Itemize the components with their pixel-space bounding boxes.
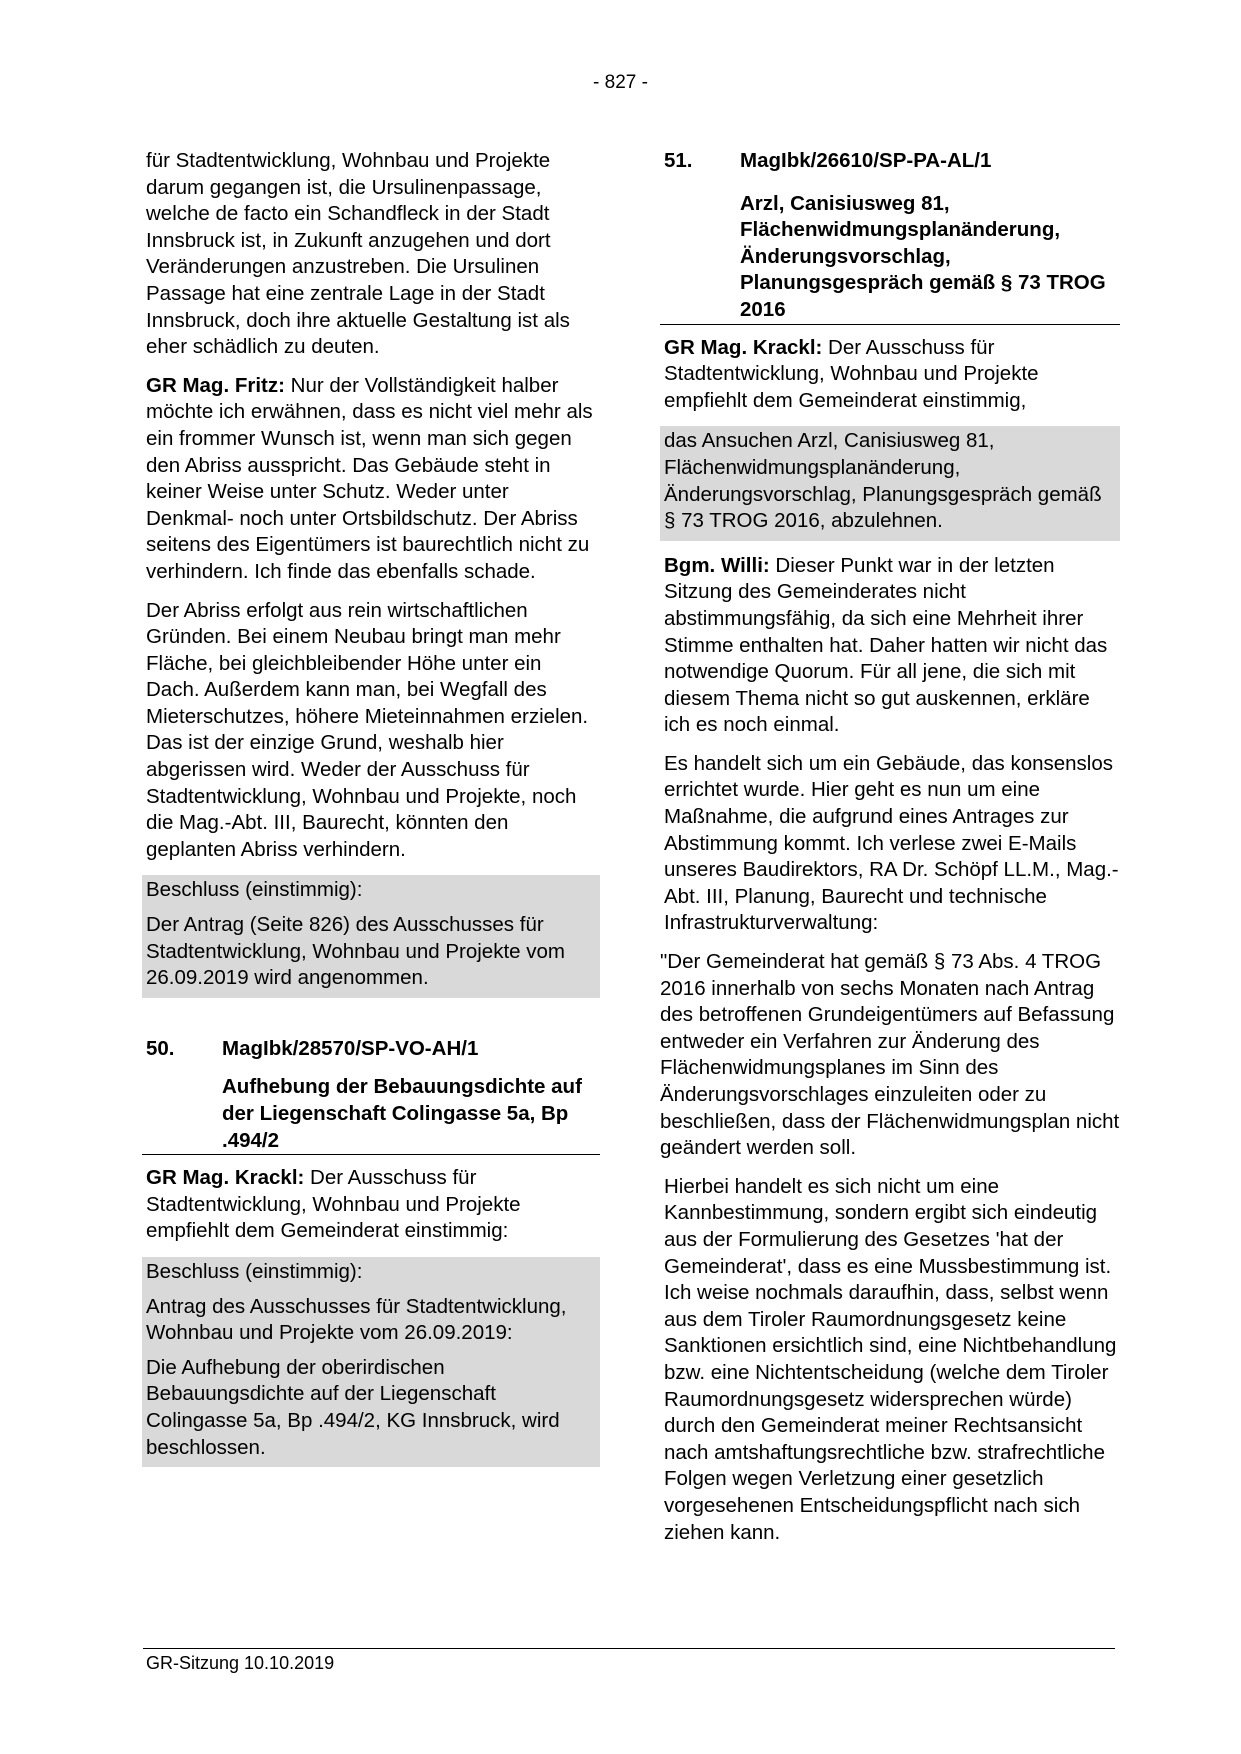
motion-text: das Ansuchen Arzl, Canisiusweg 81, Flächenwidmungsplanänderung, Änderungsvorschlag, Planungsgespräch gemäß § 73 TROG 2016, abzulehnen.	[664, 429, 1102, 533]
resolution-text: Antrag des Ausschusses für Stadtentwicklung, Wohnbau und Projekte vom 26.09.2019:	[146, 1294, 567, 1345]
speaker-name: Bgm. Willi:	[664, 553, 770, 577]
quote-paragraph: "Der Gemeinderat hat gemäß § 73 Abs. 4 TROG 2016 innerhalb von sechs Monaten nach Antrag des betroffenen Grundeigentümers auf Befassung entweder ein Verfahren zur Änderung des Flächenwidmungsplanes im Sinn des Änderungsvorschlages einzuleiten oder zu beschließen, dass der Flächenwidmungsplan nicht geändert werden soll.	[660, 950, 1120, 1160]
motion-box	[660, 426, 1120, 540]
resolution-box	[142, 1257, 600, 1467]
page-number: - 827 -	[593, 72, 648, 93]
resolution-text: Der Antrag (Seite 826) des Ausschusses für Stadtentwicklung, Wohnbau und Projekte vom 26.09.2019 wird angenommen.	[146, 913, 565, 990]
item-title: Arzl, Canisiusweg 81, Flächenwidmungsplanänderung, Änderungsvorschlag, Planungsgespräch gemäß § 73 TROG 2016	[740, 191, 1106, 321]
divider	[142, 1154, 600, 1155]
speaker-name: GR Mag. Krackl:	[146, 1166, 305, 1190]
paragraph: für Stadtentwicklung, Wohnbau und Projekte darum gegangen ist, die Ursulinenpassage, welche de facto ein Schandfleck in der Stadt Innsbruck ist, in Zukunft anzugehen und dort Veränderungen anzustreben. Die Ursulinen Passage hat eine zentrale Lage in der Stadt Innsbruck, doch ihre aktuelle Gestaltung ist als eher schädlich zu deuten.	[146, 149, 570, 359]
resolution-text: Die Aufhebung der oberirdischen Bebauungsdichte auf der Liegenschaft Colingasse 5a, Bp .494/2, KG Innsbruck, wird beschlossen.	[146, 1355, 560, 1459]
footer-divider	[143, 1648, 1115, 1649]
resolution-title: Beschluss (einstimmig):	[146, 878, 363, 902]
paragraph	[664, 553, 1120, 739]
speaker-name: GR Mag. Krackl:	[664, 335, 823, 359]
speech-text: Der Ausschuss für Stadtentwicklung, Wohnbau und Projekte empfiehlt dem Gemeinderat einstimmig,	[664, 335, 1039, 412]
paragraph: Es handelt sich um ein Gebäude, das konsenslos errichtet wurde. Hier geht es nun um eine Maßnahme, die aufgrund eines Antrages zur Abstimmung kommt. Ich verlese zwei E-Mails unseres Baudirektors, RA Dr. Schöpf LL.M., Mag.-Abt. III, Planung, Baurecht und technische Infrastrukturverwaltung:	[664, 751, 1119, 935]
paragraph	[146, 1165, 600, 1245]
paragraph	[664, 335, 1120, 415]
paragraph: Hierbei handelt es sich nicht um eine Kannbestimmung, sondern ergibt sich eindeutig aus der Formulierung des Gesetzes 'hat der Gemeinderat', dass es eine Mussbestimmung ist. Ich weise nochmals daraufhin, dass, selbst wenn aus dem Tiroler Raumordnungsgesetz keine Sanktionen ersichtlich sind, eine Nichtbehandlung bzw. eine Nichtentscheidung (welche dem Tiroler Raumordnungsgesetz widersprechen würde) durch den Gemeinderat meiner Rechtsansicht nach amtshaftungsrechtliche bzw. strafrechtliche Folgen wegen Verletzung einer gesetzlich vorgesehenen Entscheidungspflicht nach sich ziehen kann.	[664, 1174, 1117, 1544]
item-code: MagIbk/26610/SP-PA-AL/1	[740, 149, 992, 172]
resolution-box	[142, 875, 600, 997]
resolution-title: Beschluss (einstimmig):	[146, 1259, 363, 1283]
divider	[660, 324, 1120, 325]
paragraph	[146, 373, 600, 586]
paragraph: Der Abriss erfolgt aus rein wirtschaftlichen Gründen. Bei einem Neubau bringt man mehr Fläche, bei gleichbleibender Höhe unter ein Dach. Außerdem kann man, bei Wegfall des Mieterschutzes, höhere Mieteinnahmen erzielen. Das ist der einzige Grund, weshalb hier abgerissen wird. Weder der Ausschuss für Stadtentwicklung, Wohnbau und Projekte, noch die Mag.-Abt. III, Baurecht, könnten den geplanten Abriss verhindern.	[146, 598, 589, 861]
item-title: Aufhebung der Bebauungsdichte auf der Liegenschaft Colingasse 5a, Bp .494/2	[222, 1075, 582, 1152]
item-number: 50.	[146, 1036, 175, 1060]
item-number: 51.	[664, 149, 693, 172]
agenda-item-51	[664, 148, 1120, 324]
speaker-name: GR Mag. Fritz:	[146, 373, 285, 397]
speech-text: Dieser Punkt war in der letzten Sitzung des Gemeinderates nicht abstimmungsfähig, da sich eine Mehrheit ihrer Stimme enthalten hat. Daher hatten wir nicht das notwendige Quorum. Für all jene, die sich mit diesem Thema nicht so gut auskennen, erkläre ich es noch einmal.	[664, 553, 1108, 737]
right-column	[660, 148, 1120, 1558]
speech-text: Der Ausschuss für Stadtentwicklung, Wohnbau und Projekte empfiehlt dem Gemeinderat einstimmig:	[146, 1166, 521, 1243]
speech-text: Nur der Vollständigkeit halber möchte ich erwähnen, dass es nicht viel mehr als ein frommer Wunsch ist, wenn man sich gegen den Abriss ausspricht. Das Gebäude steht in keiner Weise unter Schutz. Weder unter Denkmal- noch unter Ortsbildschutz. Der Abriss seitens des Eigentümers ist baurechtlich nicht zu verhindern. Ich finde das ebenfalls schade.	[146, 373, 593, 583]
left-column	[146, 148, 600, 1467]
footer: GR-Sitzung 10.10.2019	[146, 1653, 335, 1673]
item-code: MagIbk/28570/SP-VO-AH/1	[222, 1036, 479, 1060]
agenda-item-50	[146, 1036, 600, 1154]
